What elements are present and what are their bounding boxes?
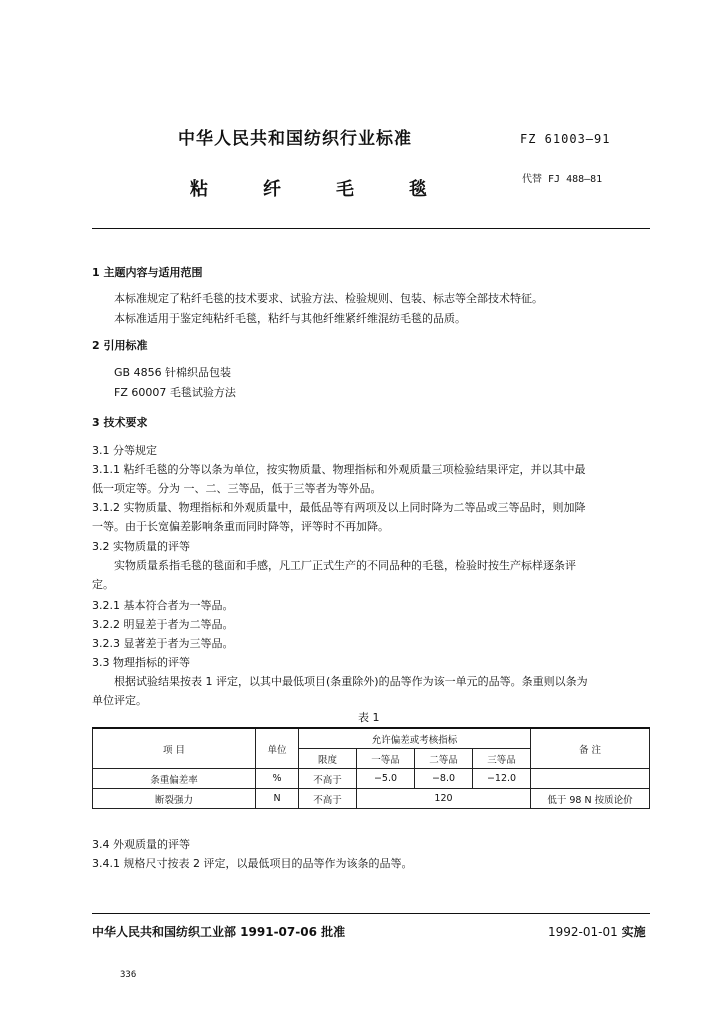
row-item: 断裂强力: [93, 789, 256, 809]
subheader-grade-1: 一等品: [357, 749, 415, 769]
effective-date: 1992-01-01: [548, 925, 618, 939]
clause-3-2-1: 3.2.1 基本符合者为一等品。: [92, 599, 234, 612]
row-item: 条重偏差率: [93, 769, 256, 789]
table-caption: 表 1: [358, 711, 380, 724]
clause-3-1-2-line-2: 一等。由于长宽偏差影响条重而同时降等，评等时不再加降。: [92, 520, 389, 533]
clause-3-1-1-line-1: 3.1.1 粘纤毛毯的分等以条为单位，按实物质量、物理指标和外观质量三项检验结果评定，并以其中最: [92, 463, 586, 476]
subheader-grade-3: 三等品: [473, 749, 531, 769]
reference-1: GB 4856 针棉织品包装: [114, 366, 232, 379]
effective-label: 实施: [621, 925, 646, 939]
subheader-limit: 限度: [299, 749, 357, 769]
replaces-note: 代替 FJ 488—81: [522, 174, 603, 185]
clause-3-2-para-line-1: 实物质量系指毛毯的毯面和手感，凡工厂正式生产的不同品种的毛毯，检验时按生产标样逐条评: [114, 559, 576, 572]
subheader-grade-2: 二等品: [415, 749, 473, 769]
table-row: [93, 769, 650, 789]
row-note: [531, 769, 650, 789]
effective-date-line: [548, 923, 646, 940]
clause-3-4: 3.4 外观质量的评等: [92, 838, 190, 851]
clause-3-3-para-line-1: 根据试验结果按表 1 评定，以其中最低项目(条重除外)的品等作为该一单元的品等。条重则以条为: [114, 675, 588, 688]
section-3-heading: 3 技术要求: [92, 416, 148, 429]
row-grade-3: −12.0: [473, 769, 531, 789]
clause-3-1-2-line-1: 3.1.2 实物质量、物理指标和外观质量中，最低品等有两项及以上同时降为二等品或三等品时，则加降: [92, 501, 586, 514]
clause-3-3: 3.3 物理指标的评等: [92, 656, 190, 669]
header-rule: [92, 228, 650, 229]
reference-2: FZ 60007 毛毯试验方法: [114, 386, 236, 399]
standard-title: 中华人民共和国纺织行业标准: [178, 129, 412, 149]
footer-rule: [92, 913, 650, 914]
row-grade-merged: 120: [357, 789, 531, 809]
header-allowance: 允许偏差或考核指标: [299, 728, 531, 749]
clause-3-2: 3.2 实物质量的评等: [92, 540, 190, 553]
clause-3-2-2: 3.2.2 明显差于者为二等品。: [92, 618, 234, 631]
clause-3-1-1-line-2: 低一项定等。分为 一、二、三等品，低于三等者为等外品。: [92, 482, 382, 495]
document-title: 粘纤毛毯: [190, 179, 482, 200]
row-unit: %: [256, 769, 299, 789]
row-limit: 不高于: [299, 769, 357, 789]
clause-3-2-para-line-2: 定。: [92, 578, 114, 591]
standard-code: FZ 61003—91: [520, 132, 611, 146]
row-limit: 不高于: [299, 789, 357, 809]
section-1-para-2: 本标准适用于鉴定纯粘纤毛毯，粘纤与其他纤维紧纤维混纺毛毯的品质。: [114, 312, 466, 325]
header-note: 备 注: [531, 728, 650, 769]
row-grade-2: −8.0: [415, 769, 473, 789]
row-note: 低于 98 N 按质论价: [531, 789, 650, 809]
clause-3-2-3: 3.2.3 显著差于者为三等品。: [92, 637, 234, 650]
physical-index-table: [92, 727, 650, 809]
clause-3-3-para-line-2: 单位评定。: [92, 694, 147, 707]
header-item: 项 目: [93, 728, 256, 769]
page-number: 336: [120, 970, 137, 980]
section-1-para-1: 本标准规定了粘纤毛毯的技术要求、试验方法、检验规则、包装、标志等全部技术特征。: [114, 292, 543, 305]
table-row: [93, 789, 650, 809]
clause-3-1: 3.1 分等规定: [92, 444, 157, 457]
header-unit: 单位: [256, 728, 299, 769]
row-unit: N: [256, 789, 299, 809]
section-2-heading: 2 引用标准: [92, 339, 148, 352]
section-1-heading: 1 主题内容与适用范围: [92, 266, 203, 279]
issuer-approval: 中华人民共和国纺织工业部 1991-07-06 批准: [92, 925, 346, 939]
clause-3-4-1: 3.4.1 规格尺寸按表 2 评定，以最低项目的品等作为该条的品等。: [92, 857, 413, 870]
row-grade-1: −5.0: [357, 769, 415, 789]
